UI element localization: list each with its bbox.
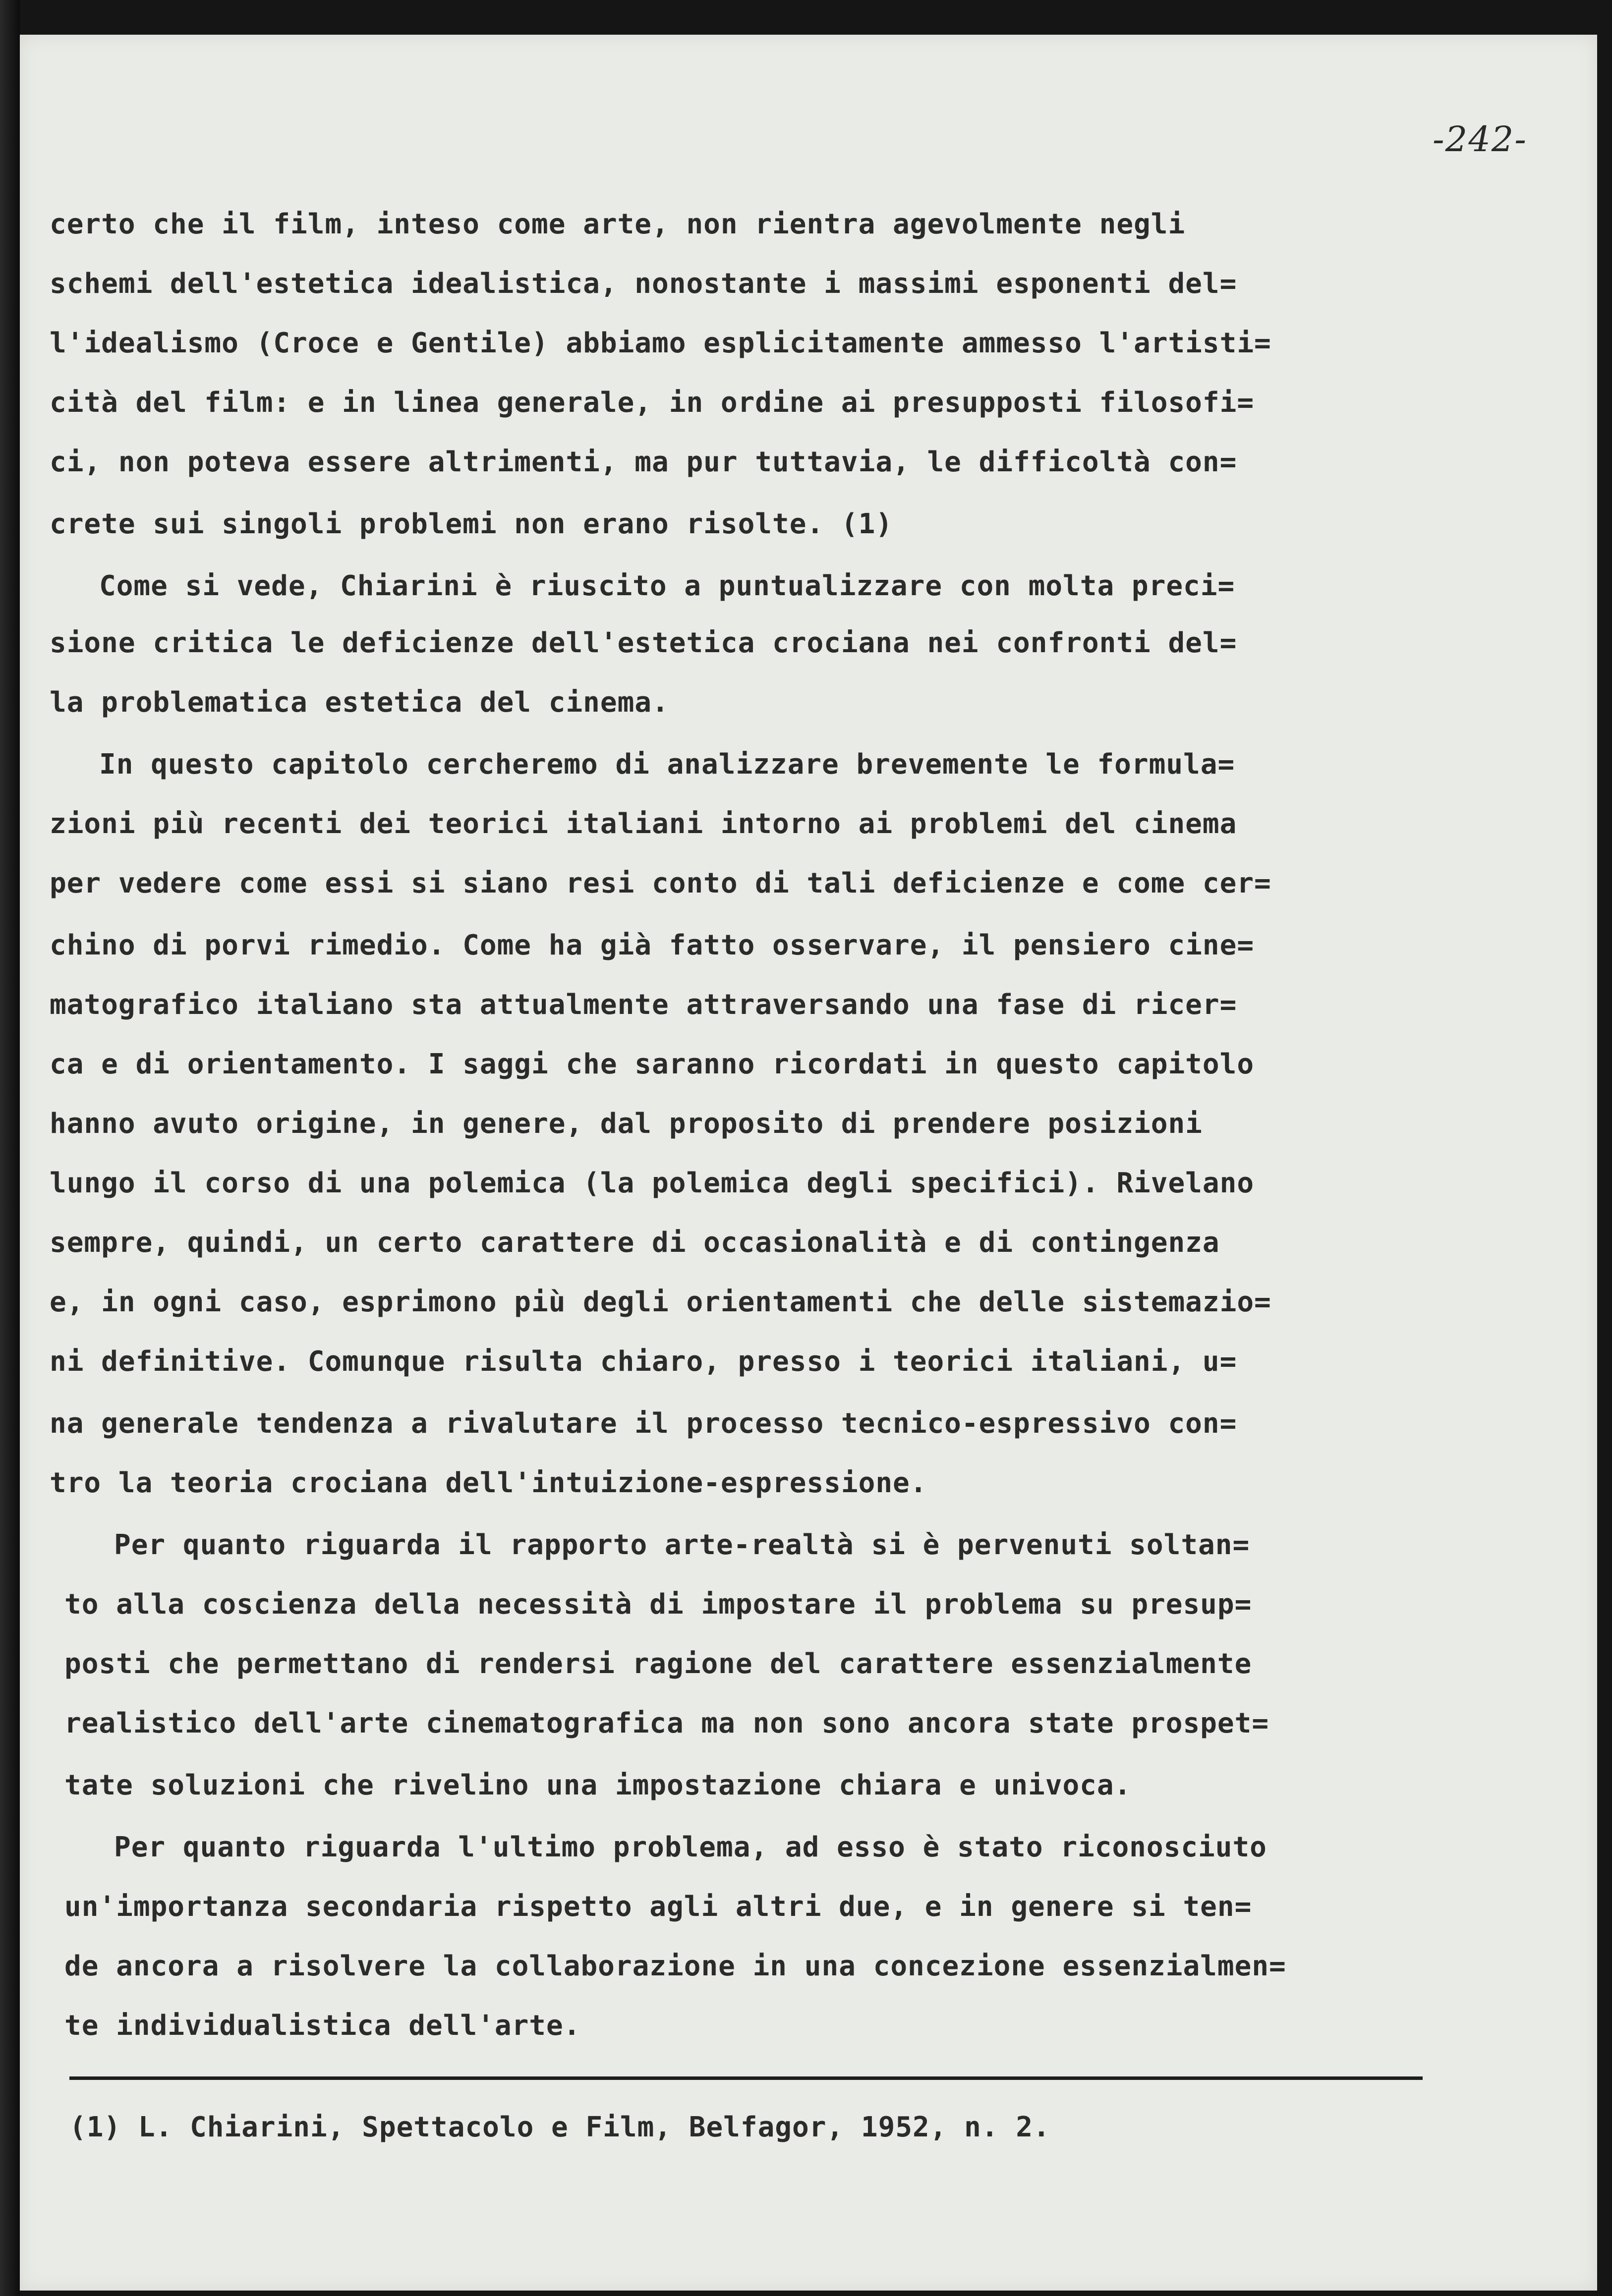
text-line: to alla coscienza della necessità di impostare il problema su presup= — [64, 1588, 1252, 1621]
text-line: sione critica le deficienze dell'estetica crociana nei confronti del= — [50, 627, 1237, 659]
text-line: crete sui singoli problemi non erano risolte. (1) — [50, 508, 893, 540]
text-line: Come si vede, Chiarini è riuscito a puntualizzare con molta preci= — [99, 570, 1235, 602]
text-line: Per quanto riguarda il rapporto arte-realtà si è pervenuti soltan= — [114, 1529, 1250, 1561]
text-line: zioni più recenti dei teorici italiani intorno ai problemi del cinema — [50, 808, 1237, 840]
text-line: cità del film: e in linea generale, in ordine ai presupposti filosofi= — [50, 387, 1255, 419]
text-line: Per quanto riguarda l'ultimo problema, ad esso è stato riconosciuto — [114, 1831, 1267, 1863]
text-line: na generale tendenza a rivalutare il processo tecnico-espressivo con= — [50, 1407, 1237, 1440]
text-line: sempre, quindi, un certo carattere di occasionalità e di contingenza — [50, 1227, 1220, 1259]
text-line: ca e di orientamento. I saggi che saranno ricordati in questo capitolo — [50, 1048, 1255, 1080]
text-line: matografico italiano sta attualmente attraversando una fase di ricer= — [50, 989, 1237, 1021]
text-line: In questo capitolo cercheremo di analizzare brevemente le formula= — [99, 748, 1235, 781]
text-line: schemi dell'estetica idealistica, nonostante i massimi esponenti del= — [50, 268, 1237, 300]
text-line: ci, non poteva essere altrimenti, ma pur tuttavia, le difficoltà con= — [50, 446, 1237, 478]
text-line: un'importanza secondaria rispetto agli altri due, e in genere si ten= — [64, 1891, 1252, 1923]
text-line: de ancora a risolvere la collaborazione in una concezione essenzialmen= — [64, 1950, 1286, 1982]
text-line: realistico dell'arte cinematografica ma non sono ancora state prospet= — [64, 1707, 1269, 1739]
text-line: posti che permettano di rendersi ragione del carattere essenzialmente — [64, 1648, 1252, 1680]
text-line: lungo il corso di una polemica (la polemica degli specifici). Rivelano — [50, 1167, 1255, 1199]
text-line: e, in ogni caso, esprimono più degli orientamenti che delle sistemazio= — [50, 1286, 1271, 1318]
footnote: (1) L. Chiarini, Spettacolo e Film, Belfagor, 1952, n. 2. — [69, 2111, 1050, 2143]
text-line: chino di porvi rimedio. Come ha già fatto osservare, il pensiero cine= — [50, 929, 1255, 961]
text-line: l'idealismo (Croce e Gentile) abbiamo esplicitamente ammesso l'artisti= — [50, 327, 1271, 359]
book-binding-edge — [0, 0, 20, 2296]
text-line: tate soluzioni che rivelino una impostazione chiara e univoca. — [64, 1769, 1132, 1801]
page-number: -242- — [1433, 119, 1527, 160]
text-line: hanno avuto origine, in genere, dal proposito di prendere posizioni — [50, 1108, 1203, 1140]
text-line: te individualistica dell'arte. — [64, 2010, 581, 2042]
text-line: tro la teoria crociana dell'intuizione-espressione. — [50, 1467, 927, 1499]
text-line: la problematica estetica del cinema. — [50, 686, 669, 719]
text-line: per vedere come essi si siano resi conto di tali deficienze e come cer= — [50, 867, 1271, 899]
text-line: ni definitive. Comunque risulta chiaro, presso i teorici italiani, u= — [50, 1345, 1237, 1378]
text-line: certo che il film, inteso come arte, non rientra agevolmente negli — [50, 208, 1186, 240]
footnote-separator — [69, 2076, 1423, 2080]
